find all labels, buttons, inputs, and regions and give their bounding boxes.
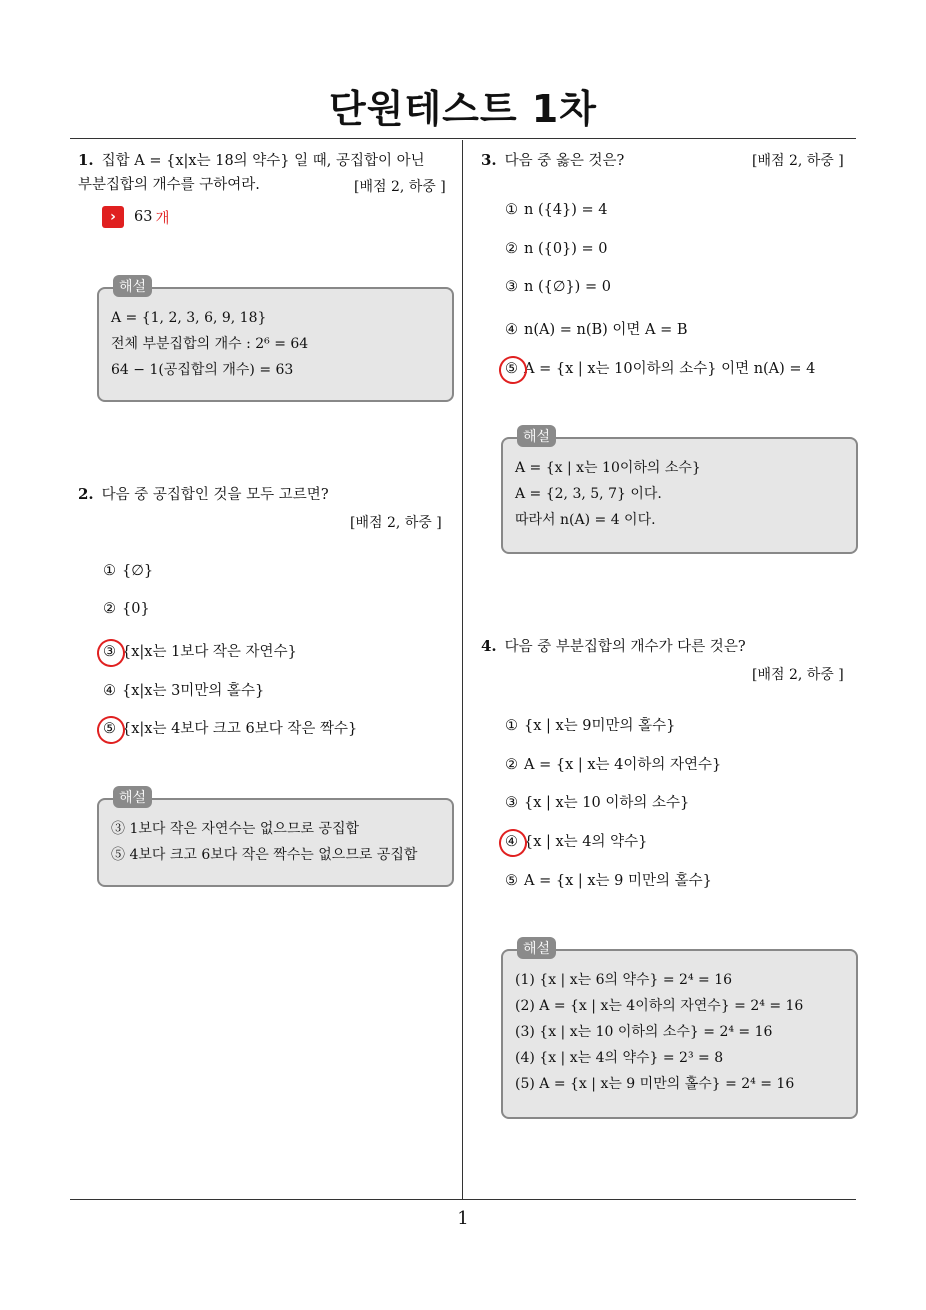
option-1[interactable]: ① {∅} [103,563,154,579]
explanation-tag: 해설 [517,937,556,959]
chevron-right-icon: › [102,206,124,228]
question-meta: [배점 2, 하중 ] [752,153,844,169]
correct-answer-mark [94,636,128,670]
question-number: 2. [78,485,94,503]
correct-answer-mark [496,826,530,860]
option-4[interactable]: ④ {x | x는 4의 약수} [505,830,647,851]
explanation-line: A = {1, 2, 3, 6, 9, 18} [111,310,267,326]
question-text-line2: 부분집합의 개수를 구하여라. [78,177,260,193]
explanation-line: (2) A = {x | x는 4이하의 자연수} = 2⁴ = 16 [515,998,804,1014]
option-3[interactable]: ③ {x|x는 1보다 작은 자연수} [103,640,297,661]
explanation-line: (3) {x | x는 10 이하의 소수} = 2⁴ = 16 [515,1024,773,1040]
explanation-tag: 해설 [113,275,152,297]
explanation-line: 64 − 1(공집합의 개수) = 63 [111,362,294,378]
question-text: 다음 중 공집합인 것을 모두 고르면? [101,487,329,503]
explanation-line: A = {2, 3, 5, 7} 이다. [515,486,662,502]
option-2[interactable]: ② n ({0}) = 0 [505,241,608,257]
correct-answer-mark [94,713,128,747]
explanation-line: ⑤ 4보다 크고 6보다 작은 짝수는 없으므로 공집합 [111,847,418,863]
page-title: 단원테스트 1차 [329,87,597,131]
answer-unit: 개 [155,210,170,227]
bottom-divider [70,1199,856,1200]
option-3[interactable]: ③ n ({∅}) = 0 [505,279,611,295]
answer-value: 63 [134,209,153,225]
answer [102,206,169,228]
explanation-line: (1) {x | x는 6의 약수} = 2⁴ = 16 [515,972,733,988]
question-text: 집합 A = {x|x는 18의 약수} 일 때, 공집합이 아닌 [101,153,425,169]
question-text: 다음 중 옳은 것은? [504,153,625,169]
option-5[interactable]: ⑤ A = {x | x는 9 미만의 홀수} [505,873,712,889]
question-text: 다음 중 부분집합의 개수가 다른 것은? [504,639,746,655]
explanation-line: (5) A = {x | x는 9 미만의 홀수} = 2⁴ = 16 [515,1076,795,1092]
option-2[interactable]: ② A = {x | x는 4이하의 자연수} [505,757,722,773]
question-number: 4. [481,637,497,655]
explanation-line: ③ 1보다 작은 자연수는 없으므로 공집합 [111,821,360,837]
explanation-line: 따라서 n(A) = 4 이다. [515,512,656,528]
option-1[interactable]: ① {x | x는 9미만의 홀수} [505,718,676,734]
option-3[interactable]: ③ {x | x는 10 이하의 소수} [505,795,690,811]
explanation-tag: 해설 [517,425,556,447]
question-number: 1. [78,151,94,169]
explanation-line: 전체 부분집합의 개수 : 2⁶ = 64 [111,336,309,352]
question-2 [78,482,458,507]
option-4[interactable]: ④ n(A) = n(B) 이면 A = B [505,322,688,338]
question-meta: [배점 2, 하중 ] [752,667,844,683]
option-5[interactable]: ⑤ A = {x | x는 10이하의 소수} 이면 n(A) = 4 [505,357,815,378]
option-1[interactable]: ① n ({4}) = 4 [505,202,608,218]
option-5[interactable]: ⑤ {x|x는 4보다 크고 6보다 작은 짝수} [103,717,357,738]
correct-answer-mark [496,353,530,387]
page-number: 1 [457,1208,469,1229]
explanation-tag: 해설 [113,786,152,808]
option-2[interactable]: ② {0} [103,601,150,617]
question-meta: [배점 2, 하중 ] [354,179,446,195]
question-4 [481,634,851,659]
column-divider [462,140,463,1200]
option-4[interactable]: ④ {x|x는 3미만의 홀수} [103,683,265,699]
question-meta: [배점 2, 하중 ] [350,515,442,531]
explanation-box [97,279,454,402]
explanation-line: A = {x | x는 10이하의 소수} [515,460,701,476]
explanation-box [97,790,454,887]
explanation-box [501,941,858,1119]
explanation-box [501,429,858,554]
question-number: 3. [481,151,497,169]
top-divider [70,138,856,139]
explanation-line: (4) {x | x는 4의 약수} = 2³ = 8 [515,1050,724,1066]
